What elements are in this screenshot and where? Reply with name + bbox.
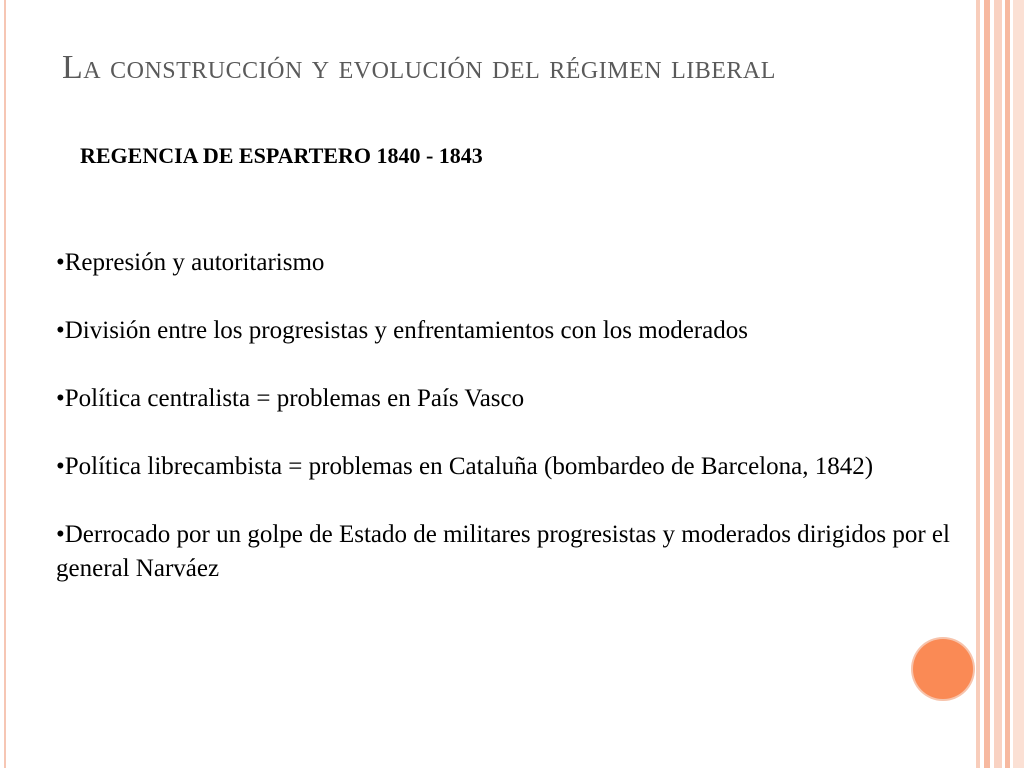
bullet-item: •Política librecambista = problemas en Cataluña (bombardeo de Barcelona, 1842) xyxy=(56,453,874,480)
slide-subtitle: REGENCIA DE ESPARTERO 1840 - 1843 xyxy=(80,143,483,168)
slide-title: La construcción y evolución del régimen liberal xyxy=(62,49,776,86)
decorative-stripe xyxy=(1013,0,1024,768)
decorative-circle xyxy=(913,639,973,699)
decorative-stripe xyxy=(994,0,1002,768)
decorative-stripe xyxy=(976,0,980,768)
bullet-list xyxy=(56,246,966,620)
bullet-item: •Derrocado por un golpe de Estado de militares progresistas y moderados dirigidos por el general Narváez xyxy=(56,521,950,582)
decorative-stripe xyxy=(1005,0,1010,768)
bullet-item: •Política centralista = problemas en País Vasco xyxy=(56,385,525,412)
bullet-item: •División entre los progresistas y enfrentamientos con los moderados xyxy=(56,317,748,344)
decorative-stripe xyxy=(984,0,990,768)
left-border-line xyxy=(4,0,6,768)
bullet-item: •Represión y autoritarismo xyxy=(56,249,325,276)
